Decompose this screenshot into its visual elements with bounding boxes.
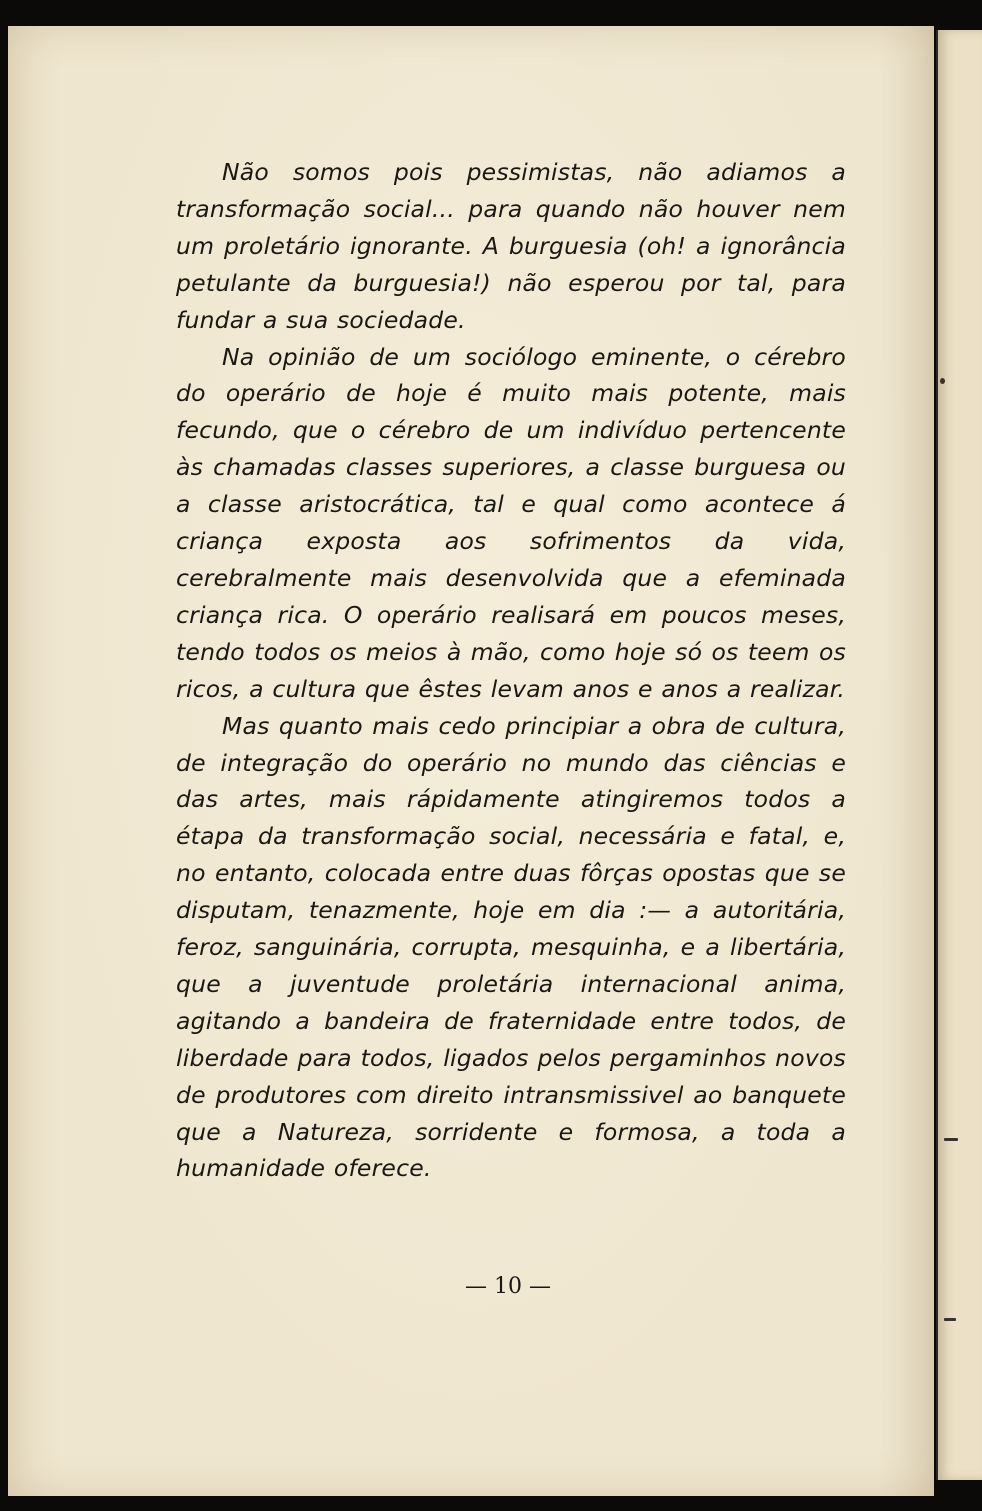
paragraph-1: Não somos pois pessimistas, não adiamos a transformação social... para quando não houver nem um proletário ignorante. A burguesia (oh! a ignorância petulante da burguesia!) não esperou por tal, para fundar a sua sociedade. [176, 158, 846, 334]
body-text [176, 154, 846, 1187]
paper-speck [944, 1138, 958, 1141]
paper-speck [940, 378, 945, 384]
paper-speck [944, 1318, 956, 1321]
scan-border [0, 1496, 982, 1511]
page-number: — 10 — [465, 1274, 551, 1299]
adjacent-page-edge [936, 30, 982, 1480]
paragraph-3: Mas quanto mais cedo principiar a obra de cultura, de integração do operário no mundo das ciências e das artes, mais rápidamente atingiremos todos a étapa da transformação social, necessária e fatal, e, no entanto, colocada entre duas fôrças opostas que se disputam, tenazmente, hoje em dia :— a autoritária, feroz, sanguinária, corrupta, mesquinha, e a libertária, que a juventude proletária internacional anima, agitando a bandeira de fraternidade entre todos, de liberdade para todos, ligados pelos pergaminhos novos de produtores com direito intransmissivel ao banquete que a Natureza, sorridente e formosa, a toda a humanidade oferece. [176, 711, 846, 1183]
paragraph-2: Na opinião de um sociólogo eminente, o cérebro do operário de hoje é muito mais potente, mais fecundo, que o cérebro de um indivíduo pertencente às chamadas classes superiores, a classe burguesa ou a classe aristocrática, tal e qual como acontece á criança exposta aos sofrimentos da vida, cerebralmente mais desenvolvida que a efeminada criança rica. O operário realisará em poucos meses, tendo todos os meios à mão, como hoje só os teem os ricos, a cultura que êstes levam anos e anos a realizar. [176, 342, 846, 703]
